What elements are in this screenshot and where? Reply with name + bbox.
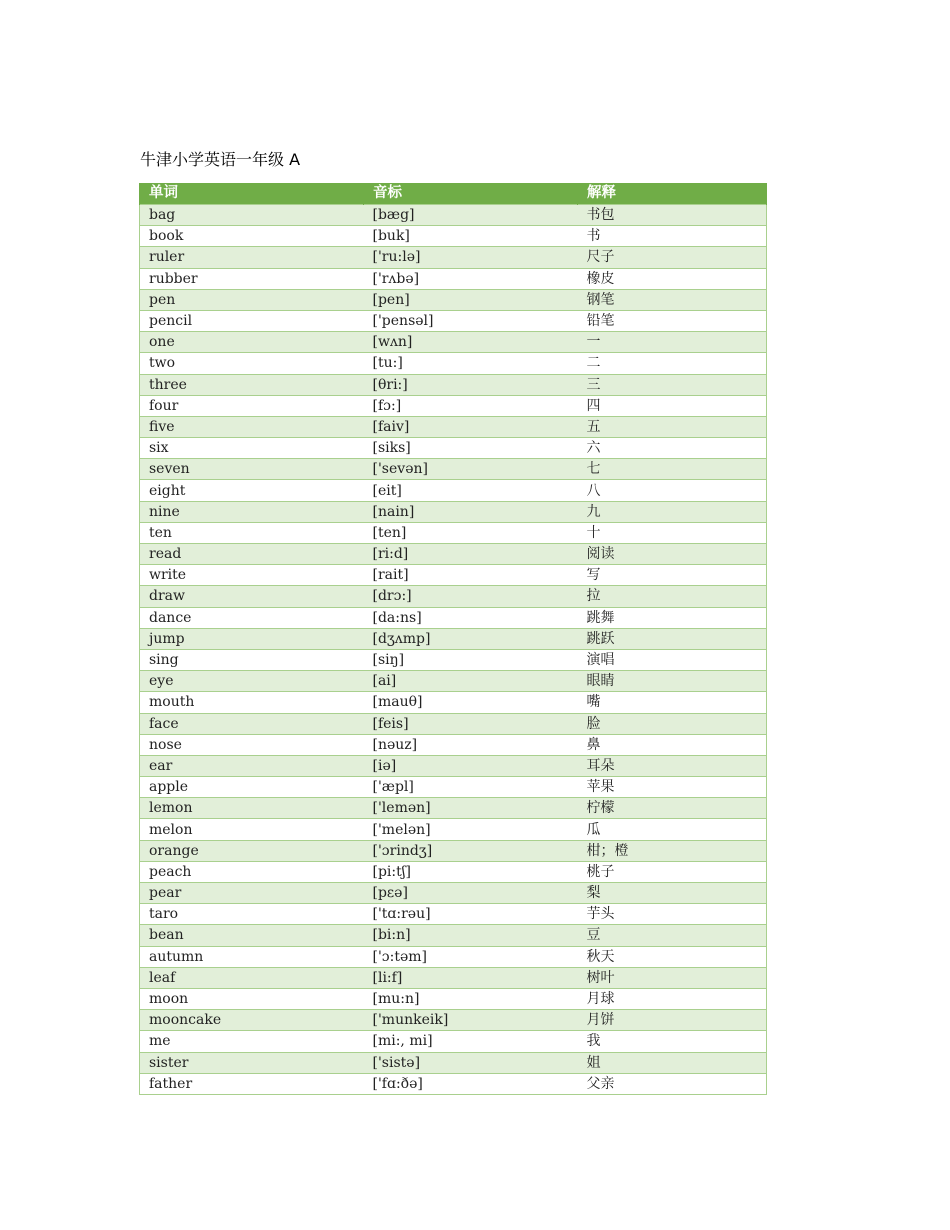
meaning-cell: 苹果 — [578, 777, 767, 798]
meaning-cell: 脸 — [578, 713, 767, 734]
meaning-cell: 四 — [578, 395, 767, 416]
phonetic-cell: ['rʌbə] — [364, 268, 578, 289]
phonetic-cell: ['ɔrindʒ] — [364, 840, 578, 861]
meaning-cell: 写 — [578, 565, 767, 586]
meaning-cell: 二 — [578, 353, 767, 374]
table-row — [140, 925, 767, 946]
word-cell: lemon — [140, 798, 364, 819]
word-cell: four — [140, 395, 364, 416]
meaning-cell: 三 — [578, 374, 767, 395]
meaning-cell: 桃子 — [578, 861, 767, 882]
table-row — [140, 289, 767, 310]
meaning-cell: 树叶 — [578, 967, 767, 988]
meaning-cell: 跳舞 — [578, 607, 767, 628]
word-cell: apple — [140, 777, 364, 798]
meaning-cell: 七 — [578, 459, 767, 480]
meaning-cell: 八 — [578, 480, 767, 501]
word-cell: book — [140, 226, 364, 247]
table-row — [140, 904, 767, 925]
meaning-cell: 六 — [578, 438, 767, 459]
word-cell: bag — [140, 205, 364, 226]
table-row — [140, 692, 767, 713]
table-row — [140, 332, 767, 353]
page-title: 牛津小学英语一年级 A — [140, 150, 301, 169]
phonetic-cell: ['ru:lə] — [364, 247, 578, 268]
word-cell: autumn — [140, 946, 364, 967]
phonetic-cell: [nain] — [364, 501, 578, 522]
meaning-cell: 跳跃 — [578, 628, 767, 649]
table-row — [140, 1052, 767, 1073]
phonetic-cell: ['lemən] — [364, 798, 578, 819]
table-row — [140, 755, 767, 776]
phonetic-cell: ['tɑ:rəu] — [364, 904, 578, 925]
header-phonetic: 音标 — [364, 183, 578, 205]
phonetic-cell: ['pensəl] — [364, 310, 578, 331]
meaning-cell: 月球 — [578, 988, 767, 1009]
phonetic-cell: ['melən] — [364, 819, 578, 840]
phonetic-cell: [pi:tʃ] — [364, 861, 578, 882]
vocabulary-table — [139, 183, 767, 1095]
meaning-cell: 十 — [578, 522, 767, 543]
table-row — [140, 374, 767, 395]
phonetic-cell: ['ɔ:təm] — [364, 946, 578, 967]
table-row — [140, 522, 767, 543]
table-row — [140, 946, 767, 967]
phonetic-cell: ['munkeik] — [364, 1010, 578, 1031]
table-row — [140, 544, 767, 565]
table-row — [140, 967, 767, 988]
meaning-cell: 耳朵 — [578, 755, 767, 776]
word-cell: three — [140, 374, 364, 395]
table-row — [140, 459, 767, 480]
phonetic-cell: [nəuz] — [364, 734, 578, 755]
word-cell: pencil — [140, 310, 364, 331]
meaning-cell: 钢笔 — [578, 289, 767, 310]
word-cell: two — [140, 353, 364, 374]
meaning-cell: 月饼 — [578, 1010, 767, 1031]
word-cell: seven — [140, 459, 364, 480]
table-row — [140, 501, 767, 522]
phonetic-cell: [li:f] — [364, 967, 578, 988]
table-row — [140, 734, 767, 755]
phonetic-cell: [dʒʌmp] — [364, 628, 578, 649]
meaning-cell: 豆 — [578, 925, 767, 946]
word-cell: sing — [140, 649, 364, 670]
phonetic-cell: [mu:n] — [364, 988, 578, 1009]
phonetic-cell: [drɔ:] — [364, 586, 578, 607]
table-row — [140, 268, 767, 289]
meaning-cell: 书 — [578, 226, 767, 247]
table-row — [140, 247, 767, 268]
table-row — [140, 671, 767, 692]
phonetic-cell: [rait] — [364, 565, 578, 586]
word-cell: draw — [140, 586, 364, 607]
word-cell: leaf — [140, 967, 364, 988]
word-cell: eye — [140, 671, 364, 692]
table-row — [140, 586, 767, 607]
table-row — [140, 819, 767, 840]
word-cell: jump — [140, 628, 364, 649]
word-cell: nine — [140, 501, 364, 522]
phonetic-cell: [eit] — [364, 480, 578, 501]
phonetic-cell: [pen] — [364, 289, 578, 310]
table-row — [140, 649, 767, 670]
word-cell: melon — [140, 819, 364, 840]
phonetic-cell: ['sevən] — [364, 459, 578, 480]
word-cell: eight — [140, 480, 364, 501]
phonetic-cell: ['æpl] — [364, 777, 578, 798]
table-row — [140, 713, 767, 734]
meaning-cell: 姐 — [578, 1052, 767, 1073]
phonetic-cell: [tu:] — [364, 353, 578, 374]
word-cell: orange — [140, 840, 364, 861]
word-cell: rubber — [140, 268, 364, 289]
table-row — [140, 416, 767, 437]
table-row — [140, 861, 767, 882]
meaning-cell: 眼睛 — [578, 671, 767, 692]
word-cell: bean — [140, 925, 364, 946]
word-cell: father — [140, 1073, 364, 1094]
meaning-cell: 阅读 — [578, 544, 767, 565]
word-cell: moon — [140, 988, 364, 1009]
word-cell: taro — [140, 904, 364, 925]
meaning-cell: 尺子 — [578, 247, 767, 268]
meaning-cell: 橡皮 — [578, 268, 767, 289]
word-cell: face — [140, 713, 364, 734]
word-cell: read — [140, 544, 364, 565]
table-row — [140, 607, 767, 628]
meaning-cell: 嘴 — [578, 692, 767, 713]
word-cell: ruler — [140, 247, 364, 268]
word-cell: ten — [140, 522, 364, 543]
table-row — [140, 226, 767, 247]
meaning-cell: 五 — [578, 416, 767, 437]
phonetic-cell: [feis] — [364, 713, 578, 734]
phonetic-cell: [ri:d] — [364, 544, 578, 565]
phonetic-cell: [wʌn] — [364, 332, 578, 353]
table-header-row — [140, 183, 767, 205]
meaning-cell: 拉 — [578, 586, 767, 607]
meaning-cell: 梨 — [578, 883, 767, 904]
table-row — [140, 395, 767, 416]
header-meaning: 解释 — [578, 183, 767, 205]
phonetic-cell: [θri:] — [364, 374, 578, 395]
meaning-cell: 瓜 — [578, 819, 767, 840]
meaning-cell: 父亲 — [578, 1073, 767, 1094]
table-row — [140, 988, 767, 1009]
phonetic-cell: [ten] — [364, 522, 578, 543]
phonetic-cell: [pεə] — [364, 883, 578, 904]
phonetic-cell: [mauθ] — [364, 692, 578, 713]
meaning-cell: 一 — [578, 332, 767, 353]
word-cell: dance — [140, 607, 364, 628]
table-row — [140, 777, 767, 798]
phonetic-cell: [siŋ] — [364, 649, 578, 670]
phonetic-cell: [ai] — [364, 671, 578, 692]
meaning-cell: 芋头 — [578, 904, 767, 925]
meaning-cell: 演唱 — [578, 649, 767, 670]
table-row — [140, 205, 767, 226]
table-row — [140, 883, 767, 904]
word-cell: five — [140, 416, 364, 437]
phonetic-cell: [siks] — [364, 438, 578, 459]
table-row — [140, 565, 767, 586]
phonetic-cell: [mi:, mi] — [364, 1031, 578, 1052]
table-row — [140, 798, 767, 819]
header-word: 单词 — [140, 183, 364, 205]
word-cell: peach — [140, 861, 364, 882]
word-cell: pen — [140, 289, 364, 310]
table-row — [140, 353, 767, 374]
table-row — [140, 628, 767, 649]
word-cell: me — [140, 1031, 364, 1052]
table-row — [140, 438, 767, 459]
table-row — [140, 1031, 767, 1052]
meaning-cell: 铅笔 — [578, 310, 767, 331]
phonetic-cell: [iə] — [364, 755, 578, 776]
table-row — [140, 310, 767, 331]
word-cell: mouth — [140, 692, 364, 713]
word-cell: nose — [140, 734, 364, 755]
word-cell: sister — [140, 1052, 364, 1073]
meaning-cell: 秋天 — [578, 946, 767, 967]
table-row — [140, 480, 767, 501]
table-row — [140, 1010, 767, 1031]
word-cell: mooncake — [140, 1010, 364, 1031]
word-cell: pear — [140, 883, 364, 904]
word-cell: ear — [140, 755, 364, 776]
meaning-cell: 我 — [578, 1031, 767, 1052]
phonetic-cell: [buk] — [364, 226, 578, 247]
meaning-cell: 柠檬 — [578, 798, 767, 819]
meaning-cell: 九 — [578, 501, 767, 522]
phonetic-cell: ['sistə] — [364, 1052, 578, 1073]
phonetic-cell: ['fɑ:ðə] — [364, 1073, 578, 1094]
meaning-cell: 鼻 — [578, 734, 767, 755]
word-cell: six — [140, 438, 364, 459]
phonetic-cell: [bi:n] — [364, 925, 578, 946]
phonetic-cell: [fɔ:] — [364, 395, 578, 416]
table-row — [140, 1073, 767, 1094]
meaning-cell: 柑；橙 — [578, 840, 767, 861]
phonetic-cell: [faiv] — [364, 416, 578, 437]
table-row — [140, 840, 767, 861]
word-cell: write — [140, 565, 364, 586]
meaning-cell: 书包 — [578, 205, 767, 226]
word-cell: one — [140, 332, 364, 353]
phonetic-cell: [bæg] — [364, 205, 578, 226]
phonetic-cell: [da:ns] — [364, 607, 578, 628]
